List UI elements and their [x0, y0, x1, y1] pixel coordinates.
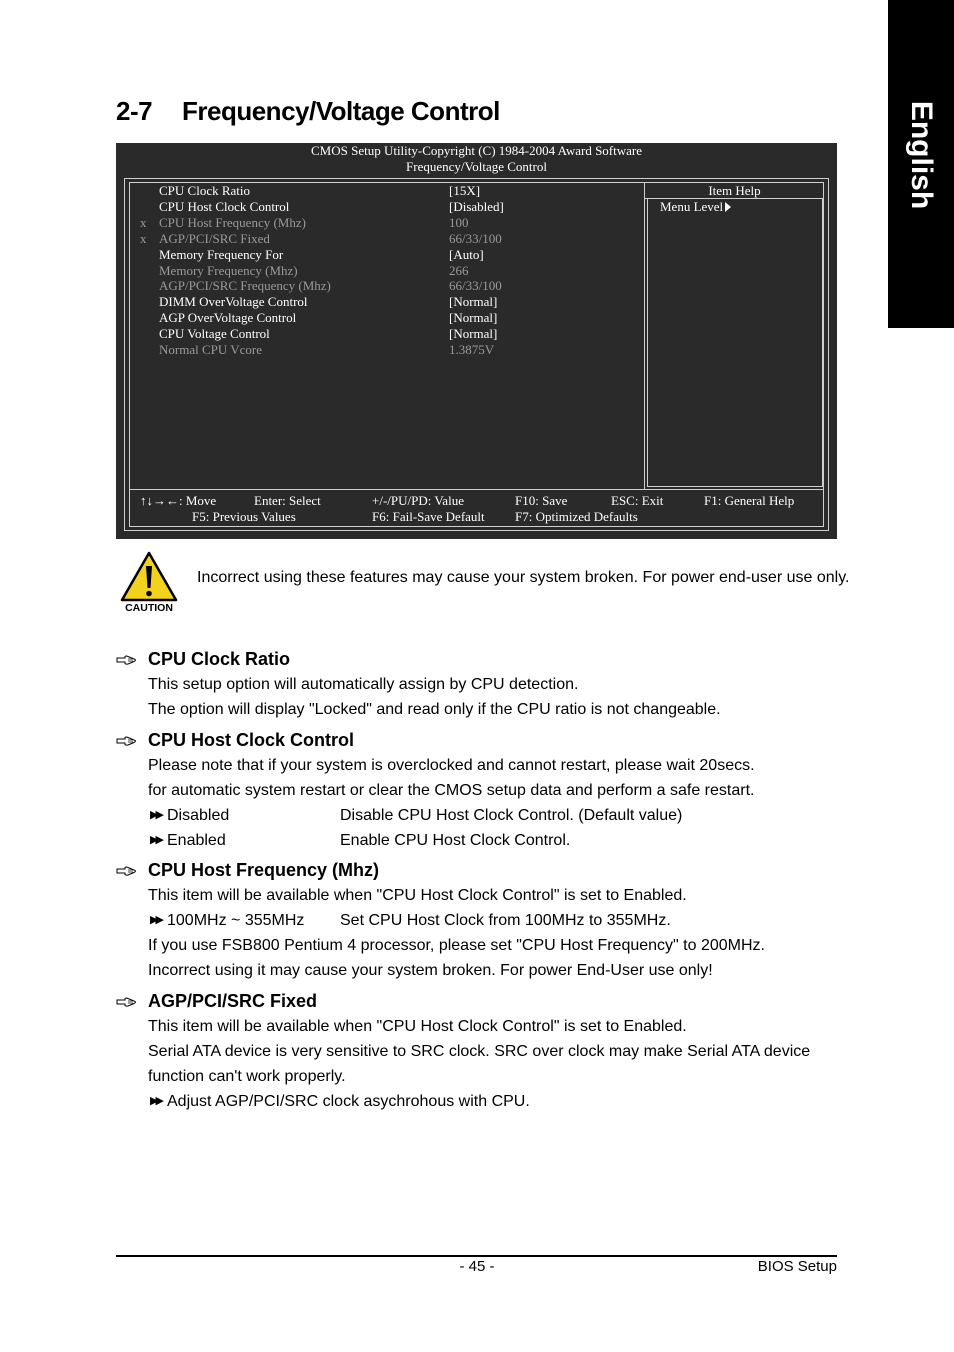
section-paragraph: function can't work properly.: [148, 1068, 346, 1085]
language-tab-label: English: [905, 100, 938, 210]
key-previous-values: F5: Previous Values: [192, 509, 296, 524]
bios-option-row: [130, 342, 640, 358]
item-help-panel: [647, 199, 823, 487]
section-number: 2-7: [116, 96, 153, 126]
key-value: +/-/PU/PD: Value: [372, 493, 464, 508]
section-heading-title: CPU Host Frequency (Mhz): [148, 860, 380, 880]
bios-option-row: [130, 278, 640, 294]
bios-option-label: Normal CPU Vcore: [159, 342, 263, 357]
key-help: F1: General Help: [704, 493, 795, 508]
bios-outer-frame: [124, 178, 829, 531]
option-item: [116, 1089, 836, 1114]
option-key: Disabled: [167, 807, 230, 824]
bios-option-value: 1.3875V: [449, 342, 495, 357]
description-section: [116, 727, 836, 853]
key-bar-divider: [130, 489, 823, 490]
key-move: ↑↓→←: Move: [140, 493, 217, 508]
option-key: 100MHz ~ 355MHz: [167, 912, 305, 929]
bios-option-value: 66/33/100: [449, 278, 502, 294]
double-arrow-right-icon: ▶▶: [150, 1095, 161, 1107]
item-help-title: Item Help: [645, 183, 824, 199]
bios-option-value: [Auto]: [449, 246, 484, 262]
disabled-marker: x: [140, 230, 147, 246]
section-paragraph: for automatic system restart or clear the CMOS setup data and perform a safe restart.: [148, 782, 755, 799]
description-section: [116, 857, 836, 983]
section-heading: [116, 646, 836, 672]
description-section: [116, 988, 836, 1114]
bios-option-value: 266: [449, 262, 469, 278]
bios-option-row[interactable]: [130, 199, 640, 215]
bios-option-row[interactable]: [130, 294, 640, 310]
bios-option-value: 66/33/100: [449, 230, 502, 246]
section-heading: [116, 727, 836, 753]
bios-option-label: AGP OverVoltage Control: [159, 310, 297, 326]
triangle-right-icon: [725, 202, 731, 212]
bios-inner-frame: [129, 182, 824, 527]
option-desc: Disable CPU Host Clock Control. (Default value): [340, 807, 683, 824]
bios-option-row[interactable]: [130, 183, 640, 199]
option-item: [116, 828, 836, 853]
key-save: F10: Save: [515, 493, 568, 508]
bios-header-copyright: CMOS Setup Utility-Copyright (C) 1984-2004 Award Software: [310, 143, 642, 158]
double-arrow-right-icon: ▶▶: [150, 834, 161, 846]
bios-option-label: Memory Frequency (Mhz): [159, 262, 298, 278]
section-paragraph: Serial ATA device is very sensitive to SRC clock. SRC over clock may make Serial ATA device: [148, 1043, 811, 1060]
pointing-hand-icon: [116, 865, 138, 877]
caution-text: Incorrect using these features may cause your system broken. For power end-user use only.: [197, 569, 850, 586]
bios-option-label: Memory Frequency For: [159, 246, 284, 262]
double-arrow-right-icon: ▶▶: [150, 914, 161, 926]
bios-option-value: [15X]: [449, 183, 481, 198]
section-heading-title: AGP/PCI/SRC Fixed: [148, 991, 318, 1011]
pointing-hand-icon: [116, 996, 138, 1008]
help-menu-level: [660, 199, 731, 215]
section-heading: [116, 988, 836, 1014]
section-title: Frequency/Voltage Control: [182, 96, 500, 126]
section-paragraph: Incorrect using it may cause your system broken. For power End-User use only!: [148, 962, 713, 979]
option-desc: Enable CPU Host Clock Control.: [340, 832, 571, 849]
key-fail-save-default: F6: Fail-Save Default: [372, 509, 485, 524]
option-item: [116, 908, 836, 933]
bios-option-label: DIMM OverVoltage Control: [159, 294, 308, 310]
section-paragraph: This setup option will automatically assign by CPU detection.: [148, 676, 579, 693]
key-exit: ESC: Exit: [611, 493, 664, 508]
caution-icon: [119, 550, 179, 614]
bios-screenshot: [116, 143, 837, 539]
bios-header-menu-title: Frequency/Voltage Control: [406, 159, 547, 174]
option-key: Enabled: [167, 832, 226, 849]
key-select: Enter: Select: [254, 493, 321, 508]
bios-option-row[interactable]: [130, 310, 640, 326]
section-paragraph: The option will display "Locked" and read only if the CPU ratio is not changeable.: [148, 701, 721, 718]
double-arrow-right-icon: ▶▶: [150, 809, 161, 821]
bios-option-row: [130, 231, 640, 247]
bios-option-value: [Normal]: [449, 294, 498, 310]
description-section: [116, 646, 836, 722]
footer-rule: [116, 1255, 837, 1257]
bios-option-label: CPU Host Frequency (Mhz): [159, 214, 306, 230]
bios-option-value: [Normal]: [449, 310, 498, 326]
bios-option-label: AGP/PCI/SRC Fixed: [159, 230, 270, 246]
bios-option-label: AGP/PCI/SRC Frequency (Mhz): [159, 278, 331, 294]
bios-option-value: [Disabled]: [449, 198, 504, 214]
section-paragraph: If you use FSB800 Pentium 4 processor, please set "CPU Host Frequency" to 200MHz.: [148, 937, 765, 954]
bios-option-label: CPU Voltage Control: [159, 326, 270, 342]
section-paragraph: This item will be available when "CPU Host Clock Control" is set to Enabled.: [148, 1018, 687, 1035]
section-paragraph: This item will be available when "CPU Host Clock Control" is set to Enabled.: [148, 887, 687, 904]
disabled-marker: x: [140, 214, 147, 230]
help-divider: [644, 183, 645, 489]
caution-icon-label: CAUTION: [125, 602, 173, 614]
section-paragraph: Please note that if your system is overclocked and cannot restart, please wait 20secs.: [148, 757, 755, 774]
bios-option-value: 100: [449, 214, 469, 230]
bios-option-row[interactable]: [130, 247, 640, 263]
key-optimized-defaults: F7: Optimized Defaults: [515, 509, 638, 524]
bios-option-label: CPU Clock Ratio: [159, 183, 251, 198]
language-tab: [888, 0, 954, 328]
option-desc: Set CPU Host Clock from 100MHz to 355MHz.: [340, 912, 671, 929]
bios-option-label: CPU Host Clock Control: [159, 198, 290, 214]
footer-chapter: BIOS Setup: [757, 1258, 837, 1275]
pointing-hand-icon: [116, 735, 138, 747]
bios-option-row: [130, 215, 640, 231]
section-heading: [116, 857, 836, 883]
option-item: [116, 803, 836, 828]
bios-option-row: [130, 263, 640, 279]
page-number: - 45 -: [459, 1258, 495, 1275]
option-key: Adjust AGP/PCI/SRC clock asychrohous with CPU.: [167, 1093, 530, 1110]
pointing-hand-icon: [116, 654, 138, 666]
bios-option-value: [Normal]: [449, 326, 498, 342]
section-heading-title: CPU Host Clock Control: [148, 730, 355, 750]
section-heading-title: CPU Clock Ratio: [148, 649, 291, 669]
bios-option-row[interactable]: [130, 326, 640, 342]
page-title: [116, 96, 500, 127]
help-menu-level-text: Menu Level: [660, 199, 724, 214]
